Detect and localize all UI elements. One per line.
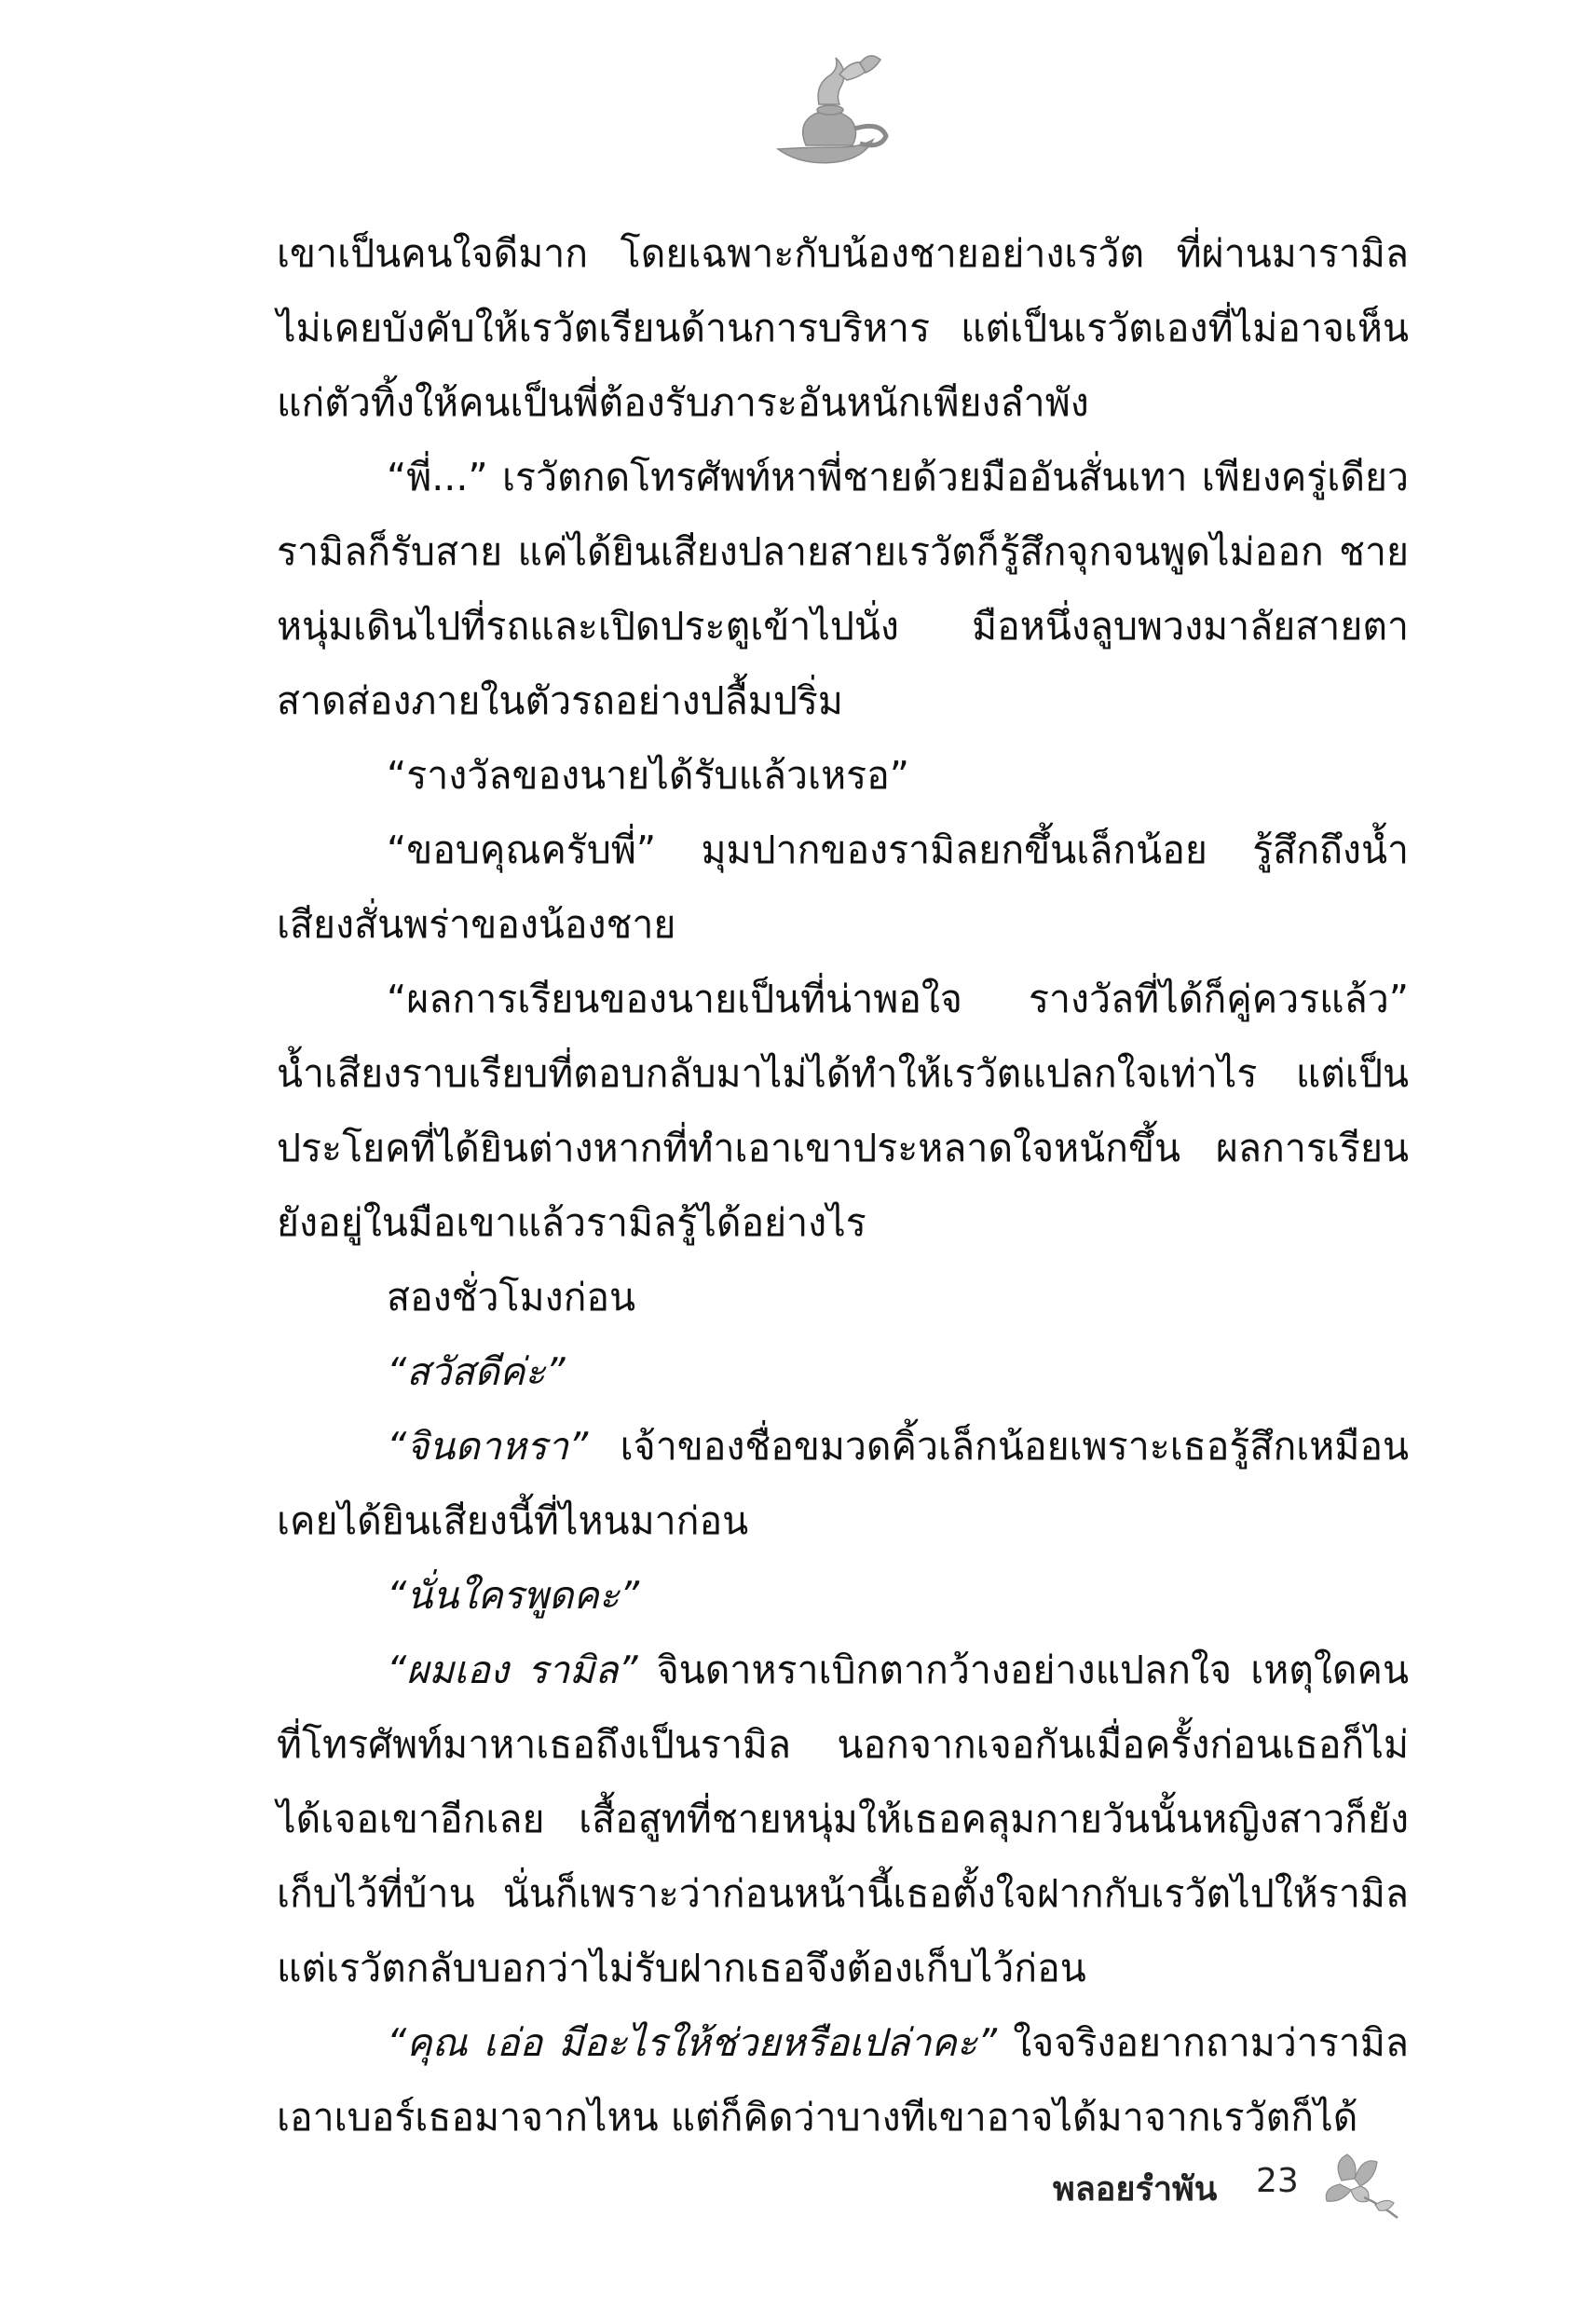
dialogue-italic: “นั่นใครพูดคะ” <box>387 1573 640 1618</box>
paragraph-text: ใจจริงอยากถามว่ารามิลเอาเบอร์เธอมาจากไหน แต่ก็คิดว่าบางทีเขาอาจได้มาจากเรวัตก็ได้ <box>277 2020 1410 2140</box>
paragraph <box>277 1633 1409 2005</box>
paragraph <box>277 1260 1409 1334</box>
paragraph-text: “ขอบคุณครับพี่” มุมปากของรามิลยกขึ้นเล็กน้อย รู้สึกถึงน้ำเสียงสั่นพร่าของน้องชาย <box>277 827 1409 947</box>
dialogue-italic: “จินดาหรา” <box>387 1424 589 1469</box>
paragraph <box>277 216 1409 440</box>
genie-lamp-ornament-icon <box>750 48 899 174</box>
paragraph <box>277 440 1409 738</box>
paragraph-text: จินดาหราเบิกตากว้างอย่างแปลกใจ เหตุใดคนที่โทรศัพท์มาหาเธอถึงเป็นรามิล นอกจากเจอกันเมื่อครั้งก่อนเธอก็ไม่ได้เจอเขาอีกเลย เสื้อสูทที่ชายหนุ่มให้เธอคลุมกายวันนั้นหญิงสาวก็ยังเก็บไว้ที่บ้าน นั่นก็เพราะว่าก่อนหน้านี้เธอตั้งใจฝากกับเรวัตไปให้รามิล แต่เรวัตกลับบอกว่าไม่รับฝากเธอจึงต้องเก็บไว้ก่อน <box>277 1648 1409 1990</box>
dialogue-italic: “สวัสดีค่ะ” <box>387 1349 566 1394</box>
page-footer <box>1053 2143 1407 2227</box>
flower-ornament-icon <box>1314 2143 1407 2227</box>
paragraph <box>277 738 1409 813</box>
paragraph-text: “พี่...” เรวัตกดโทรศัพท์หาพี่ชายด้วยมืออันสั่นเทา เพียงครู่เดียวรามิลก็รับสาย แค่ได้ยินเสียงปลายสายเรวัตก็รู้สึกจุกจนพูดไม่ออก ชายหนุ่มเดินไปที่รถและเปิดประตูเข้าไปนั่ง มือหนึ่งลูบพวงมาลัยสายตาสาดส่องภายในตัวรถอย่างปลื้มปริ่ม <box>277 455 1409 723</box>
body-text <box>277 216 1409 2154</box>
paragraph-text: “ผลการเรียนของนายเป็นที่น่าพอใจ รางวัลที่ได้ก็คู่ควรแล้ว” น้ำเสียงราบเรียบที่ตอบกลับมาไม่ได้ทำให้เรวัตแปลกใจเท่าไร แต่เป็นประโยคที่ได้ยินต่างหากที่ทำเอาเขาประหลาดใจหนักขึ้น ผลการเรียนยังอยู่ในมือเขาแล้วรามิลรู้ได้อย่างไร <box>277 977 1409 1245</box>
paragraph <box>277 1334 1409 1409</box>
paragraph-text: เขาเป็นคนใจดีมาก โดยเฉพาะกับน้องชายอย่างเรวัต ที่ผ่านมารามิลไม่เคยบังคับให้เรวัตเรียนด้านการบริหาร แต่เป็นเรวัตเองที่ไม่อาจเห็นแก่ตัวทิ้งให้คนเป็นพี่ต้องรับภาระอันหนักเพียงลำพัง <box>277 231 1409 425</box>
paragraph <box>277 1409 1409 1558</box>
paragraph <box>277 2005 1409 2154</box>
dialogue-italic: “คุณ เอ่อ มีอะไรให้ช่วยหรือเปล่าคะ” <box>387 2020 998 2065</box>
paragraph <box>277 813 1409 962</box>
paragraph <box>277 1558 1409 1633</box>
dialogue-italic: “ผมเอง รามิล” <box>387 1648 638 1692</box>
page-number: 23 <box>1256 2162 1299 2200</box>
paragraph-text: “รางวัลของนายได้รับแล้วเหรอ” <box>387 753 909 798</box>
book-title: พลอยรำพัน <box>1053 2170 1218 2208</box>
paragraph-text: เจ้าของชื่อขมวดคิ้วเล็กน้อยเพราะเธอรู้สึกเหมือนเคยได้ยินเสียงนี้ที่ไหนมาก่อน <box>277 1424 1409 1543</box>
paragraph <box>277 962 1409 1260</box>
paragraph-text: สองชั่วโมงก่อน <box>387 1275 636 1320</box>
